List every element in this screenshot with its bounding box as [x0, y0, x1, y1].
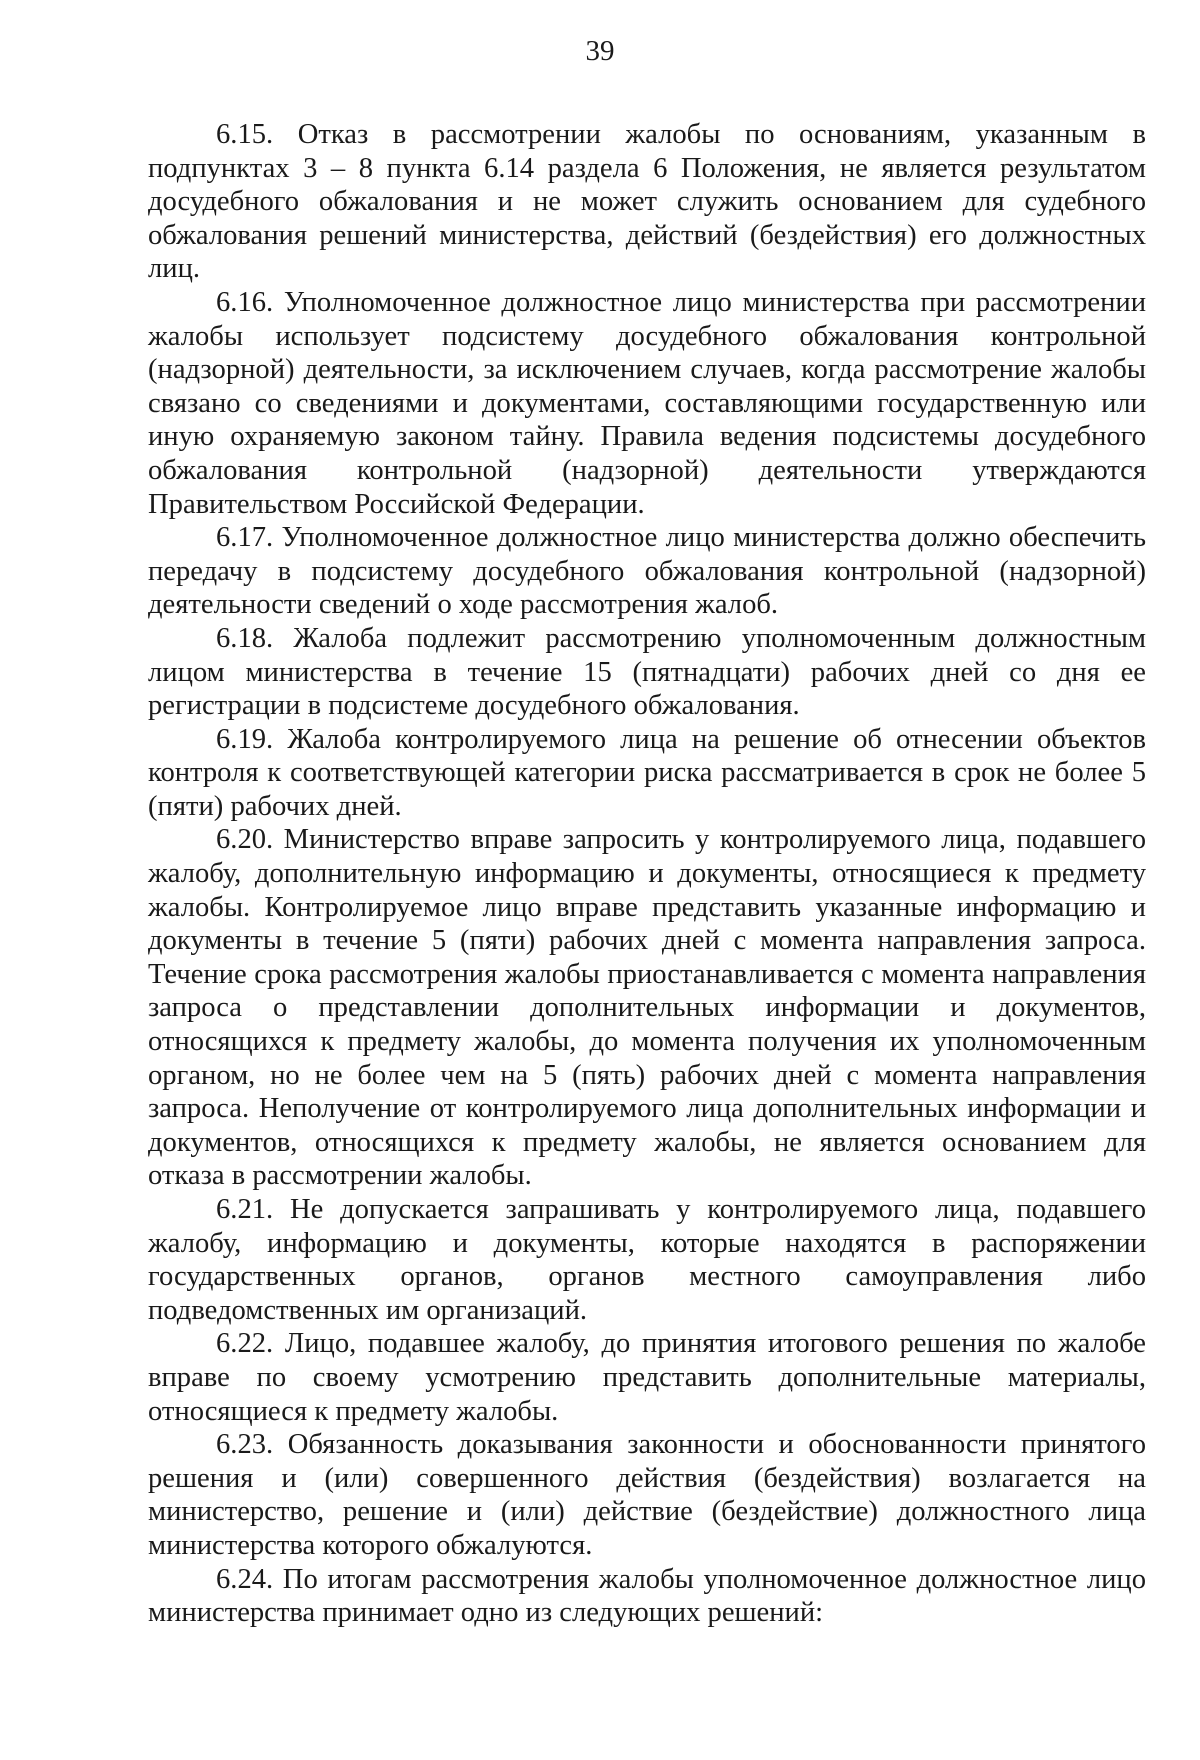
- paragraph-6-21: 6.21. Не допускается запрашивать у контролируемого лица, подавшего жалобу, информацию и документы, которые находятся в распоряжении государственных органов, органов местного самоуправления либо подведомственных им организаций.: [148, 1194, 1146, 1326]
- paragraph-6-19: 6.19. Жалоба контролируемого лица на решение об отнесении объектов контроля к соответствующей категории риска рассматривается в срок не более 5 (пяти) рабочих дней.: [148, 723, 1146, 822]
- paragraph-6-24: 6.24. По итогам рассмотрения жалобы уполномоченное должностное лицо министерства принимает одно из следующих решений:: [148, 1563, 1146, 1629]
- document-body: [148, 118, 1146, 1630]
- page-number: 39: [585, 35, 615, 67]
- paragraph-6-16: 6.16. Уполномоченное должностное лицо министерства при рассмотрении жалобы использует подсистему досудебного обжалования контрольной (надзорной) деятельности, за исключением случаев, когда рассмотрение жалобы связано со сведениями и документами, составляющими государственную или иную охраняемую законом тайну. Правила ведения подсистемы досудебного обжалования контрольной (надзорной) деятельности утверждаются Правительством Российской Федерации.: [148, 286, 1146, 520]
- paragraph-6-17: 6.17. Уполномоченное должностное лицо министерства должно обеспечить передачу в подсистему досудебного обжалования контрольной (надзорной) деятельности сведений о ходе рассмотрения жалоб.: [148, 522, 1146, 621]
- paragraph-6-23: 6.23. Обязанность доказывания законности и обоснованности принятого решения и (или) совершенного действия (бездействия) возлагается на министерство, решение и (или) действие (бездействие) должностного лица министерства которого обжалуются.: [148, 1429, 1146, 1561]
- paragraph-6-18: 6.18. Жалоба подлежит рассмотрению уполномоченным должностным лицом министерства в течение 15 (пятнадцати) рабочих дней со дня ее регистрации в подсистеме досудебного обжалования.: [148, 622, 1146, 722]
- paragraph-6-15: 6.15. Отказ в рассмотрении жалобы по основаниям, указанным в подпунктах 3 – 8 пункта 6.14 раздела 6 Положения, не является результатом досудебного обжалования и не может служить основанием для судебного обжалования решений министерства, действий (бездействия) его должностных лиц.: [148, 119, 1146, 285]
- paragraph-6-22: 6.22. Лицо, подавшее жалобу, до принятия итогового решения по жалобе вправе по своему усмотрению представить дополнительные материалы, относящиеся к предмету жалобы.: [148, 1328, 1146, 1427]
- paragraph-6-20: 6.20. Министерство вправе запросить у контролируемого лица, подавшего жалобу, дополнительную информацию и документы, относящиеся к предмету жалобы. Контролируемое лицо вправе представить указанные информацию и документы в течение 5 (пяти) рабочих дней с момента направления запроса. Течение срока рассмотрения жалобы приостанавливается с момента направления запроса о представлении дополнительных информации и документов, относящихся к предмету жалобы, до момента получения их уполномоченным органом, но не более чем на 5 (пять) рабочих дней с момента направления запроса. Неполучение от контролируемого лица дополнительных информации и документов, относящихся к предмету жалобы, не является основанием для отказа в рассмотрении жалобы.: [148, 824, 1146, 1192]
